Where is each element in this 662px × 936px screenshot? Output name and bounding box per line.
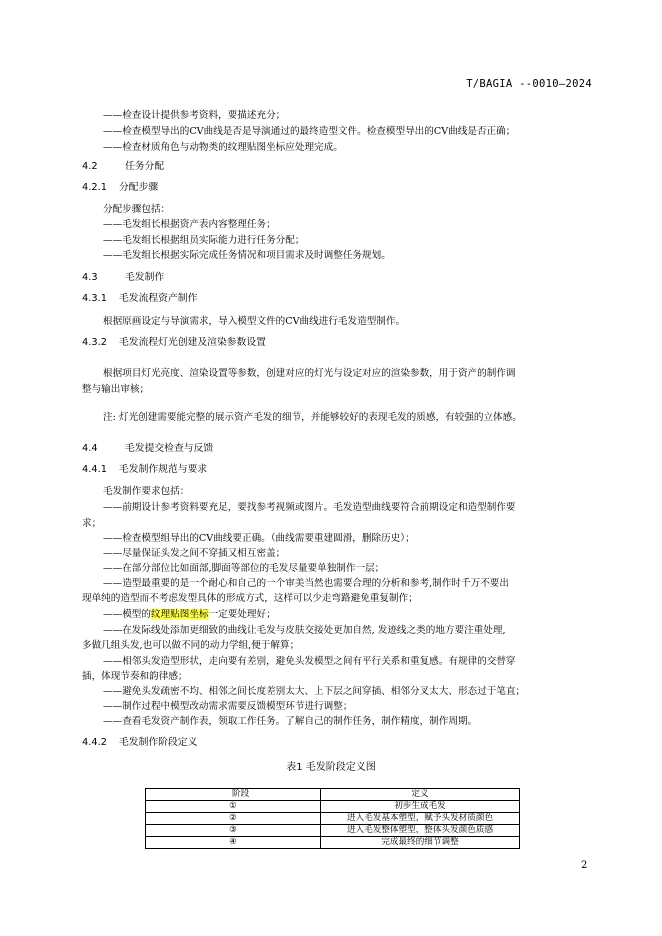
text-line: ——检查材质角色与动物类的纹理贴图坐标应处理完成。 — [103, 142, 343, 153]
text-line: 分配步骤包括： — [103, 204, 171, 215]
section-heading — [0, 737, 662, 749]
text-line: ——检查模型导出的CV曲线是否是导演通过的最终造型文件。检查模型导出的CV曲线是否正确； — [103, 126, 516, 137]
definition-cell: 进入毛发整体塑型，整体头发颜色质感 — [321, 825, 520, 837]
definition-cell: 完成最终的细节调整 — [321, 837, 520, 849]
section-heading — [0, 272, 662, 284]
heading-number: 4.4 — [82, 443, 98, 454]
text-line: ——在部分部位比如面部,脚面等部位的毛发尽量要单独制作一层； — [103, 563, 385, 574]
highlighted-text: 纹理贴图坐标 — [150, 609, 209, 620]
table-caption: 表1 毛发阶段定义图 — [286, 762, 376, 773]
stage-cell: ④ — [146, 837, 321, 849]
heading-title: 毛发制作阶段定义 — [119, 737, 198, 748]
section-heading — [0, 161, 662, 173]
heading-number: 4.3 — [82, 272, 98, 283]
section-heading — [0, 182, 662, 194]
heading-number: 4.3.1 — [82, 293, 107, 304]
text-line: 整与输出审核； — [82, 384, 150, 395]
note-line: 注: 灯光创建需要能完整的展示资产毛发的细节，并能够较好的表现毛发的质感，有较强的立体感。 — [103, 412, 522, 423]
text-line: ——检查模型组导出的CV曲线要正确。（曲线需要重建圆滑，删除历史）； — [103, 533, 415, 544]
table-row — [146, 801, 520, 813]
table-header-row — [146, 789, 520, 801]
text-line: ——毛发组长根据资产表内容整理任务； — [103, 219, 276, 230]
section-heading — [0, 464, 662, 476]
text-line: 插，体现节奏和韵律感； — [82, 671, 188, 682]
heading-title: 毛发流程灯光创建及渲染参数设置 — [119, 337, 266, 348]
heading-title: 毛发提交检查与反馈 — [125, 443, 214, 454]
heading-number: 4.2 — [82, 161, 98, 172]
text-line: ——毛发组长根据实际完成任务情况和项目需求及时调整任务规划。 — [103, 250, 391, 261]
heading-number: 4.3.2 — [82, 337, 107, 348]
text-line: 毛发制作要求包括： — [103, 486, 190, 497]
text-line: 求； — [82, 518, 102, 529]
stage-cell: ③ — [146, 825, 321, 837]
text-line: ——尽量保证头发之间不穿插又相互密盖； — [103, 548, 286, 559]
heading-number: 4.4.1 — [82, 464, 107, 475]
heading-title: 毛发制作规范与要求 — [119, 464, 208, 475]
text-line: ——造型最重要的是一个耐心和自己的一个审美当然也需要合理的分析和参考,制作时千万不要出 — [103, 578, 509, 589]
text-line: ——检查设计提供参考资料，要描述充分； — [103, 110, 286, 121]
text-line: 根据原画设定与导演需求，导入模型文件的CV曲线进行毛发造型制作。 — [103, 316, 406, 327]
text-span: 一定要处理好； — [208, 609, 276, 620]
heading-title: 毛发流程资产制作 — [119, 293, 198, 304]
stage-cell: ② — [146, 813, 321, 825]
heading-number: 4.2.1 — [82, 182, 107, 193]
column-header: 定义 — [321, 789, 520, 801]
definition-cell: 初步生成毛发 — [321, 801, 520, 813]
heading-number: 4.4.2 — [82, 737, 107, 748]
stage-definition-table — [145, 788, 520, 849]
text-line: 根据项目灯光亮度、渲染设置等参数，创建对应的灯光与设定对应的渲染参数，用于资产的制作调 — [103, 368, 516, 379]
text-span: ——模型的 — [103, 609, 151, 620]
text-line: ——避免头发疏密不均、相邻之间长度差别太大、上下层之间穿插、相邻分叉太大、形态过于笔直； — [103, 686, 526, 697]
text-line: ——前期设计参考资料要充足，要找参考视频或图片。毛发造型曲线要符合前期设定和造型制作要 — [103, 502, 516, 513]
heading-title: 任务分配 — [125, 161, 165, 172]
section-heading — [0, 443, 662, 455]
text-line: ——在发际线处添加更细致的曲线让毛发与皮肤交接处更加自然, 发迹线之类的地方要注重处理, — [103, 625, 506, 636]
definition-cell: 进入毛发基本塑型，赋予头发材质颜色 — [321, 813, 520, 825]
text-line: ——相邻头发造型形状，走向要有差别，避免头发模型之间有平行关系和重复感。有规律的交替穿 — [103, 656, 516, 667]
section-heading — [0, 337, 662, 349]
text-line: ——制作过程中模型改动需求需要反馈模型环节进行调整； — [103, 701, 353, 712]
text-line: 多做几组头发,也可以做不同的动力学组,便于解算； — [82, 640, 300, 651]
highlight-line — [0, 609, 662, 621]
table-row — [146, 837, 520, 849]
text-line: 现单纯的造型而不考虑发型具体的形成方式，这样可以少走弯路避免重复制作； — [82, 593, 418, 604]
page-number: 2 — [581, 860, 588, 871]
column-header: 阶段 — [146, 789, 321, 801]
document-code: T/BAGIA --0010—2024 — [466, 78, 592, 90]
section-heading — [0, 293, 662, 305]
stage-cell: ① — [146, 801, 321, 813]
text-line: ——毛发组长根据组员实际能力进行任务分配； — [103, 235, 305, 246]
heading-title: 分配步骤 — [119, 182, 159, 193]
text-line: ——查看毛发资产制作表，领取工作任务。了解自己的制作任务，制作精度，制作周期。 — [103, 716, 478, 727]
table-row — [146, 813, 520, 825]
table-row — [146, 825, 520, 837]
heading-title: 毛发制作 — [125, 272, 165, 283]
